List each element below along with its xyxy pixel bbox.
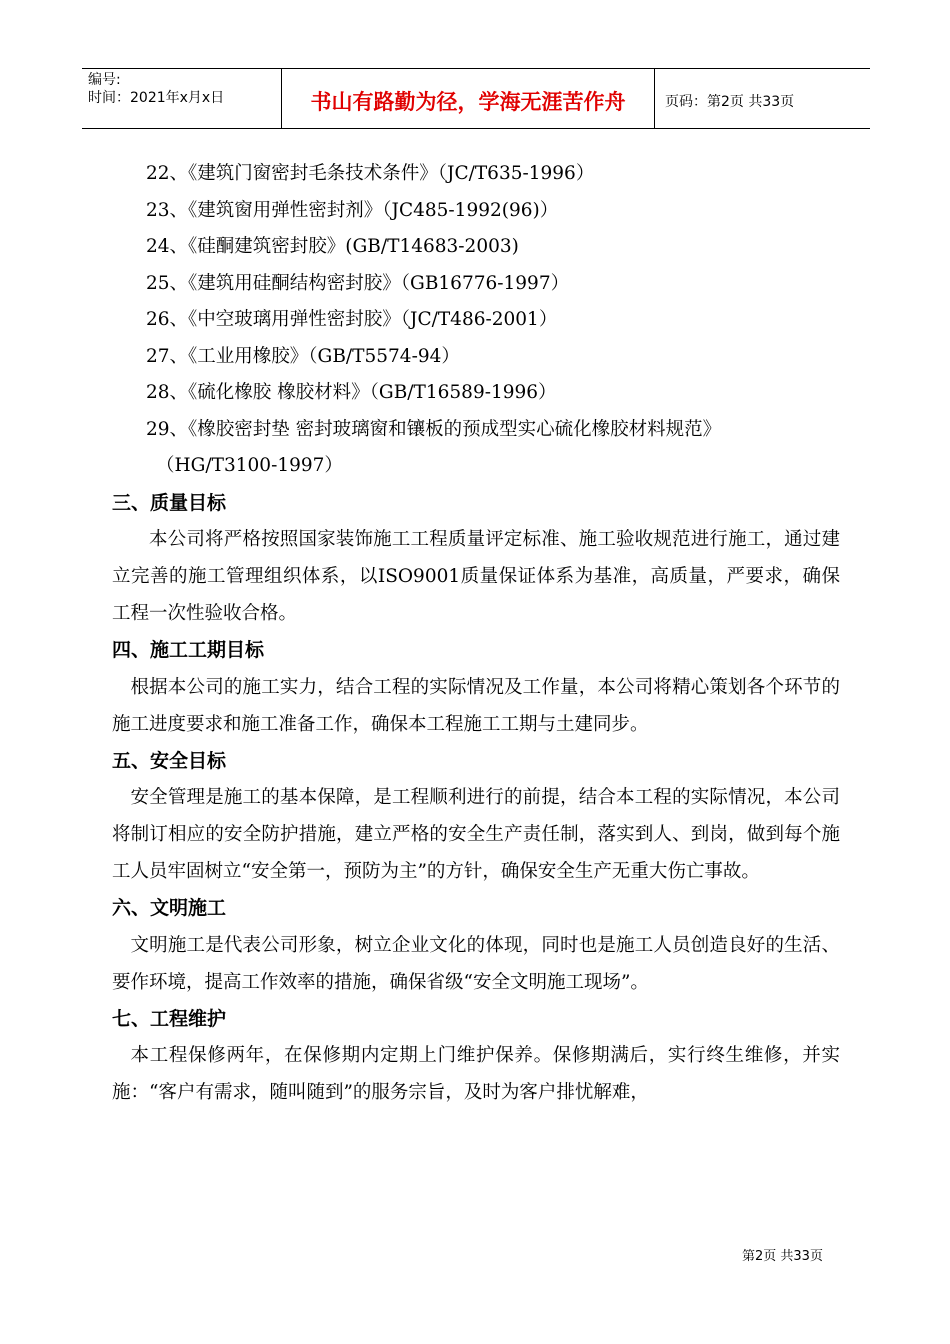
reference-item: 23、《建筑窗用弹性密封剂》（JC485-1992(96)） xyxy=(146,199,559,221)
reference-item: 24、《硅酮建筑密封胶》(GB/T14683-2003) xyxy=(146,236,519,257)
section-heading-schedule: 四、施工工期目标 xyxy=(112,639,265,661)
reference-item: 25、《建筑用硅酮结构密封胶》（GB16776-1997） xyxy=(146,272,570,294)
header-number: 编号: xyxy=(88,72,121,88)
reference-continuation: （HG/T3100-1997） xyxy=(156,455,343,476)
page-footer: 第2页 共33页 xyxy=(742,1249,823,1264)
section-body-quality: 本公司将严格按照国家装饰施工工程质量评定标准、施工验收规范进行施工，通过建立完善的施工管理组织体系，以ISO9001质量保证体系为基准，高质量，严要求，确保工程一次性验收合格。 xyxy=(112,529,840,624)
section-body-safety: 安全管理是施工的基本保障，是工程顺利进行的前提，结合本工程的实际情况，本公司将制订相应的安全防护措施，建立严格的安全生产责任制，落实到人、到岗，做到每个施工人员牢固树立“安全第一，预防为主”的方针，确保安全生产无重大伤亡事故。 xyxy=(112,787,840,882)
header-meta xyxy=(82,69,282,128)
section-heading-maintenance: 七、工程维护 xyxy=(112,1007,227,1030)
section-heading-safety: 五、安全目标 xyxy=(112,749,227,772)
section-body-schedule: 根据本公司的施工实力，结合工程的实际情况及工作量，本公司将精心策划各个环节的施工进度要求和施工准备工作，确保本工程施工工期与土建同步。 xyxy=(112,676,840,735)
reference-item: 27、《工业用橡胶》（GB/T5574-94） xyxy=(146,345,460,367)
header-motto: 书山有路勤为径，学海无涯苦作舟 xyxy=(282,69,655,128)
reference-item: 22、《建筑门窗密封毛条技术条件》（JC/T635-1996） xyxy=(146,163,595,184)
page-header xyxy=(82,68,870,129)
reference-list xyxy=(112,156,840,485)
section-heading-quality: 三、质量目标 xyxy=(112,491,227,514)
section-body-maintenance: 本工程保修两年，在保修期内定期上门维护保养。保修期满后，实行终生维修，并实施：“客户有需求，随叫随到”的服务宗旨，及时为客户排忧解难， xyxy=(112,1045,840,1103)
section-body-civilized: 文明施工是代表公司形象，树立企业文化的体现，同时也是施工人员创造良好的生活、要作环境，提高工作效率的措施，确保省级“安全文明施工现场”。 xyxy=(112,934,840,993)
reference-item: 26、《中空玻璃用弹性密封胶》（JC/T486-2001） xyxy=(146,309,558,330)
header-time: 时间：2021年x月x日 xyxy=(88,90,225,106)
header-page-number: 页码：第2页 共33页 xyxy=(665,93,795,110)
document-body xyxy=(112,156,840,1111)
reference-item: 29、《橡胶密封垫 密封玻璃窗和镶板的预成型实心硫化橡胶材料规范》 xyxy=(146,418,722,440)
reference-item: 28、《硫化橡胶 橡胶材料》（GB/T16589-1996） xyxy=(146,382,557,403)
section-heading-civilized: 六、文明施工 xyxy=(112,897,227,919)
